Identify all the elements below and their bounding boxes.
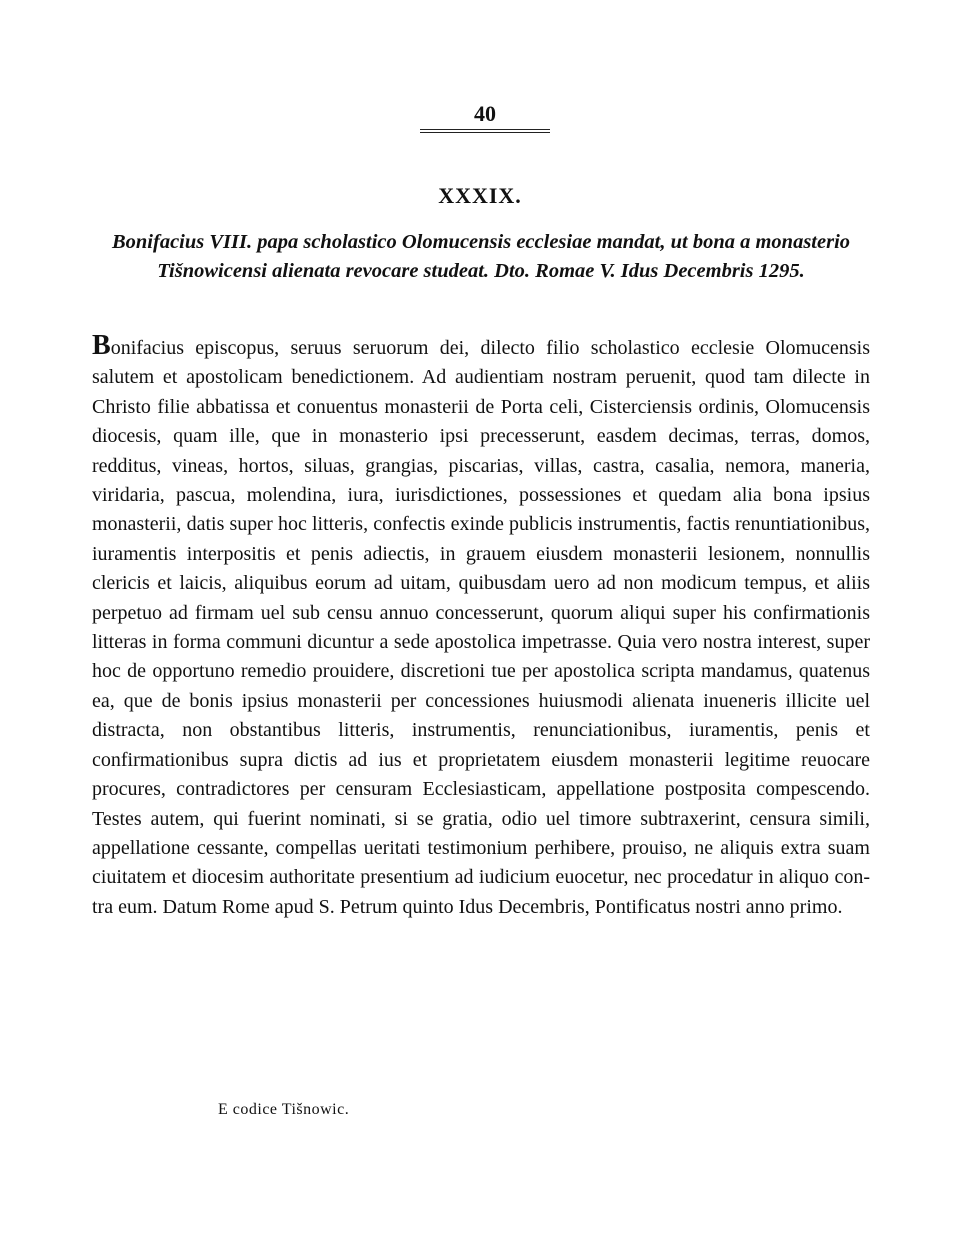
- page-number-rule-double: [420, 132, 550, 133]
- body-initial-letter: B: [92, 330, 111, 361]
- source-note: E codice Tišnowic.: [218, 1101, 350, 1118]
- page-number: 40: [474, 101, 496, 126]
- document-heading: Bonifacius VIII. papa scholastico Olomucensis ecclesiae mandat, ut bona a monasterio Tišnowicensi alienata revocare studeat. Dto. Romae V. Idus Decembris 1295.: [111, 231, 851, 282]
- page-number-rule: [420, 129, 550, 130]
- body-text: onifacius episcopus, seruus seruorum dei, dilecto filio scholastico ecclesie Olomucensis salutem et apostolicam benedictionem. Ad audientiam nostram peruenit, quod tam dilecte in Christo filie abbatissa et conuentus monasterii de Porta celi, Cisterciensis ordinis, Olomucensis diocesis, quam ille, que in monasterio ipsi precesserunt, easdem decimas, terras, domos, redditus, vineas, hortos, siluas, grangias, piscarias, villas, castra, casalia, nemora, maneria, viridaria, pascua, molendina, iura, iurisdictiones, possessiones et quedam alia bona ipsius monasterii, datis super hoc litteris, confectis exinde publicis instrumentis, factis renuntiationibus, iuramentis interpositis et penis adiectis, in grauem eiusdem monasterii lesionem, nonnullis clericis et laicis, aliquibus eorum ad uitam, quibusdam uero ad non modicum tempus, et aliis perpetuo ad firmam uel sub censu annuo concesserunt, quorum aliqui super his confirmationis litteras in forma communi dicuntur a sede apostolica impetrasse. Quia vero nostra interest, super hoc de opportuno remedio prouidere, discretioni tue per apostolica scripta mandamus, quatenus ea, que de bonis ipsius monasterii per concessiones huiusmodi alienata inueneris illicite uel distracta, non obstantibus litteris, instrumentis, renunciationibus, iuramentis, penis et confirmationibus supra dictis ad ius et proprietatem eiusdem monasterii legitime reuocare procures, contradictores per censuram Ecclesiasticam, appellatione postposita compescendo. Testes autem, qui fuerint nominati, si se gratia, odio uel timore subtraxerint, censura simili, appellatione cessante, compellas ueritati testimonium perhibere, prouiso, ne aliquis extra suam ciuitatem et diocesim authoritate presentium ad iudicium euocetur, nec procedatur in aliquo contra eum. Datum Rome apud S. Petrum quinto Idus Decembris, Pontificatus nostri anno primo.: [92, 337, 870, 918]
- document-body: [92, 330, 870, 922]
- document-number: XXXIX.: [438, 183, 522, 208]
